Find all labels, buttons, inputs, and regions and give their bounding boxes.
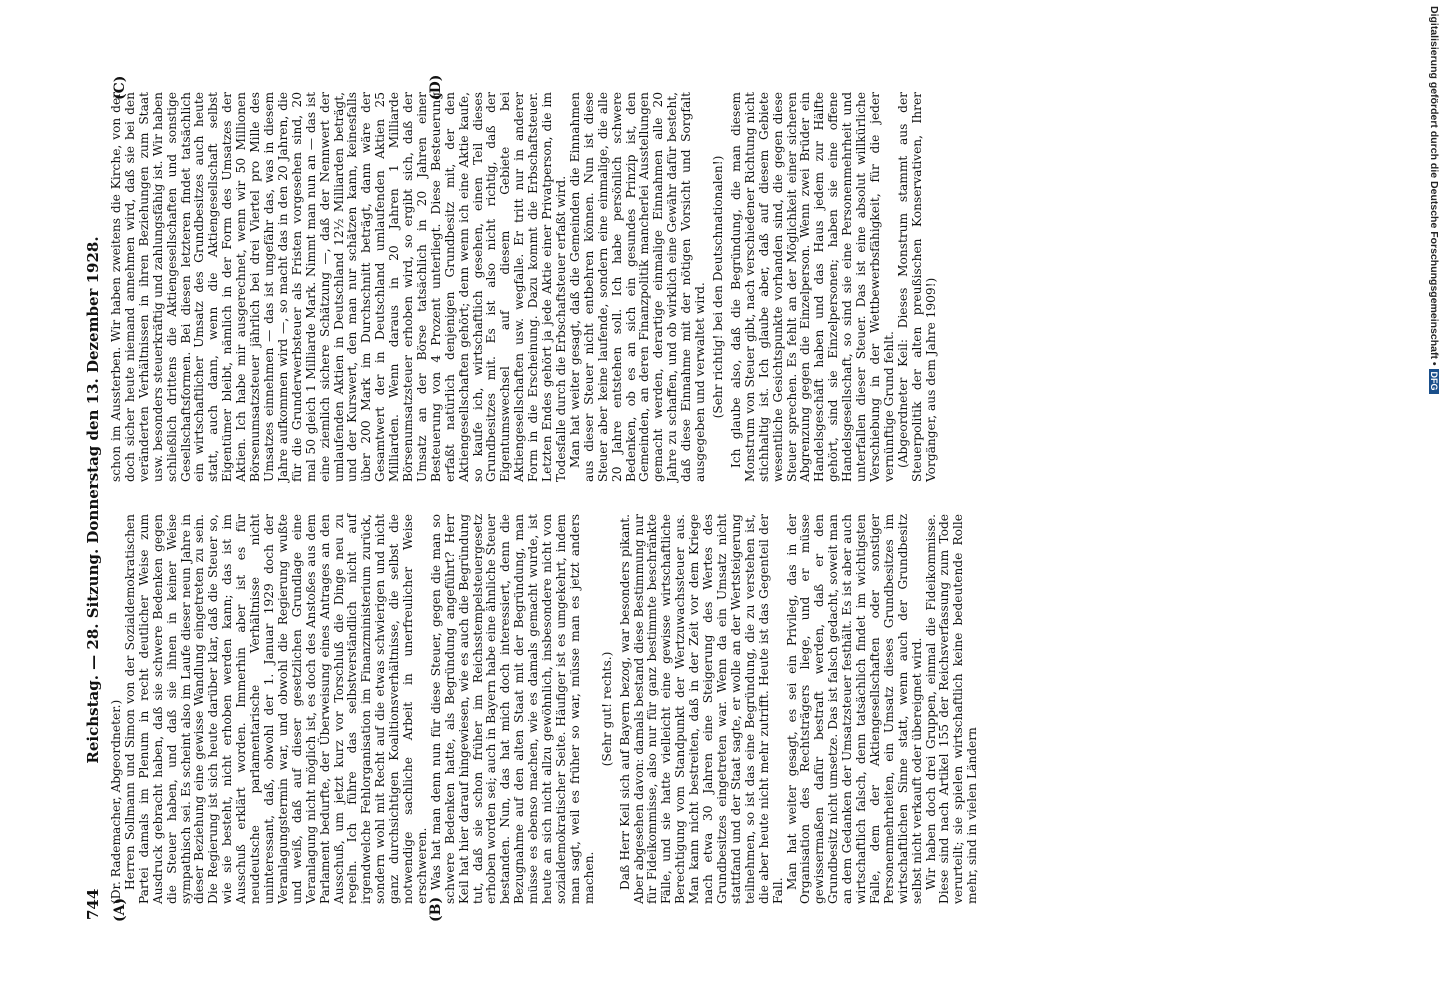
paragraph: Daß Herr Keil sich auf Bayern bezog, war besonders pikant. Aber abgesehen davon: damals bestand diese Bestimmung nur für Fideikommisse, also nur für ganz bestimmte beschränkte Fälle, und sie hatte vielleicht eine gewisse wirtschaftliche Berechtigung vom Standpunkt der Wertzuwachssteuer aus. Man kann nicht bestreiten, daß in der Zeit vor dem Kriege nach etwa 30 Jahren eine Steigerung des Wertes des Grundbesitzes eingetreten war. Wenn da ein Umsatz nicht stattfand und der Staat sagte, er wolle an der Wertsteigerung teilnehmen, so ist das eine Begründung, die zu verstehen ist, die aber heute nicht mehr zutrifft. Heute ist das Gegenteil der Fall. <box>617 514 785 904</box>
paragraph: schon im Aussterben. Wir haben zweitens die Kirche, von der doch sicher heute niemand annehmen wird, daß sie bei den veränderten Verhältnissen in ihren Beziehungen zum Staat usw. besonders steuerkräftig und zahlungsfähig ist. Wir haben schließlich drittens die Aktiengesellschaften und sonstige Gesellschaftsformen. Bei diesen letzteren findet tatsächlich ein wirtschaftlicher Umsatz des Grundbesitzes auch heute statt, auch dann, wenn die Aktiengesellschaft selbst Eigentümer bleibt, nämlich in der Form des Umsatzes der Aktien. Ich habe mir ausgerechnet, wenn wir 50 Millionen Börsenumsatzsteuer jährlich bei drei Viertel pro Mille des Umsatzes einnehmen — das ist ungefähr das, was in diesem Jahre aufkommen wird —, so macht das in den 20 Jahren, die für die Grunderwerbsteuer als Fristen vorgesehen sind, 20 mal 50 gleich 1 Milliarde Mark. Nimmt man nun an — das ist eine ziemlich sichere Schätzung —, daß der Nennwert der umlaufenden Aktien in Deutschland 12½ Milliarden beträgt, und der Kurswert, den man nur schätzen kann, keinesfalls über 200 Mark im Durchschnitt beträgt, dann wäre der Gesamtwert der in Deutschland umlaufenden Aktien 25 Milliarden. Wenn daraus in 20 Jahren 1 Milliarde Börsenumsatzsteuer erhoben wird, so ergibt sich, daß der Umsatz an der Börse tatsächlich in 20 Jahren einer Besteuerung von 4 Prozent unterliegt. Diese Besteuerung erfaßt natürlich denjenigen Grundbesitz mit, der den Aktiengesellschaften gehört; denn wenn ich eine Aktie kaufe, so kaufe ich, wirtschaftlich gesehen, einen Teil dieses Grundbesitzes mit. Es ist also nicht richtig, daß der Eigentumswechsel auf diesem Gebiete bei Aktiengesellschaften usw. wegfalle. Er tritt nur in anderer Form in die Erscheinung. Dazu kommt die Erbschaftsteuer. Letzten Endes gehört ja jede Aktie einer Privatperson, die im Todesfalle durch die Erbschaftsteuer erfaßt wird. <box>109 92 568 482</box>
paragraph: Wir haben doch drei Gruppen, einmal die Fideikommisse. Diese sind nach Artikel 155 der Reichsverfassung zum Tode verurteilt; sie spielen wirtschaftlich keine bedeutende Rolle mehr, sind in vielen Ländern <box>923 514 980 904</box>
rotated-page <box>80 74 980 922</box>
interjection: (Sehr richtig! bei den Deutschnationalen!) <box>710 155 725 419</box>
text-column-right <box>110 92 938 482</box>
paragraph: Was hat man denn nun für diese Steuer, gegen die man so schwere Bedenken hatte, als Begründung angeführt? Herr Keil hat hier darauf hingewiesen, wie es auch die Begründung tut, daß sie schon früher im Reichsstempelsteuergesetz erhoben worden sei; auch in Bayern habe eine ähnliche Steuer bestanden. Nun, das hat mich doch interessiert, denn die Bezugnahme auf den alten Staat mit der Begründung, man müsse es ebenso machen, wie es damals gemacht wurde, ist heute an sich nicht allzu gewöhnlich, insbesondere nicht von sozialdemokratischer Seite. Häufiger ist es umgekehrt, indem man sagt, weil es früher so war, müsse man es jetzt anders machen. <box>428 514 596 904</box>
page-number: 744 <box>84 888 102 920</box>
margin-mark-c: (C) <box>112 75 128 100</box>
interjection: (Abgeordneter Keil: Dieses Monstrum stammt aus der Steuerpolitik der alten preußischen Konservativen, Ihrer Vorgänger, aus dem Jahre 1909!) <box>895 92 938 482</box>
margin-mark-b: (B) <box>428 896 444 922</box>
digitization-credit <box>1426 0 1440 1006</box>
margin-mark-a: (A) <box>112 897 128 922</box>
text-column-left <box>110 514 980 904</box>
paragraph: Ich glaube also, daß die Begründung, die man diesem Monstrum von Steuer gibt, nach verschiedener Richtung nicht stichhaltig ist. Ich glaube aber, daß auf diesem Gebiete wesentliche Gesichtspunkte vorhanden sind, die gegen diese Steuer sprechen. Es fehlt an der Möglichkeit einer sicheren Abgrenzung gegen die Einzelperson. Wenn zwei Brüder ein Handelsgeschäft haben und das Haus jedem zur Hälfte gehört, sind sie Einzelpersonen; haben sie eine offene Handelsgesellschaft, so sind sie eine Personenmehrheit und unterfallen dieser Steuer. Das ist eine absolut willkürliche Verschiebung in der Wettbewerbsfähigkeit, für die jeder vernünftige Grund fehlt. <box>728 92 896 482</box>
page-header <box>80 80 106 920</box>
paragraph: Man hat weiter gesagt, daß die Gemeinden die Einnahmen aus dieser Steuer nicht entbehren können. Nun ist diese Steuer aber keine laufende, sondern eine einmalige, die alle 20 Jahre entstehen soll. Ich habe persönlich schwere Bedenken, ob es an sich ein gesundes Prinzip ist, den Gemeinden, an deren Finanzpolitik mancherlei Ausstellungen gemacht werden, derartige einmalige Einnahmen alle 20 Jahre zu schaffen, und ob wirklich eine Gewähr dafür besteht, daß diese Einnahme mit der nötigen Vorsicht und Sorgfalt ausgegeben und verwaltet wird. <box>567 92 708 482</box>
paragraph: Man hat weiter gesagt, es sei ein Privileg, das in der Organisation des Rechtsträgers liege, und er müsse gewissermaßen dafür bestraft werden, daß er den Grundbesitz nicht umsetze. Das ist falsch gedacht, soweit man an dem Gedanken der Umsatzsteuer festhält. Es ist aber auch wirtschaftlich falsch, denn tatsächlich findet im wichtigsten Falle, dem der Aktiengesellschaften oder sonstiger Personenmehrheiten, ein Umsatz dieses Grundbesitzes im wirtschaftlichen Sinne statt, wenn auch der Grundbesitz selbst nicht verkauft oder übereignet wird. <box>784 514 924 904</box>
paragraph: Herren Sollmann und Simon von der Sozialdemokratischen Partei damals im Plenum in recht deutlicher Weise zum Ausdruck gebracht haben, daß sie schwere Bedenken gegen die Steuer haben, und daß sie ihnen in keiner Weise sympathisch sei. Es scheint also im Laufe dieser neun Jahre in dieser Beziehung eine gewisse Wandlung eingetreten zu sein. Die Regierung ist sich heute darüber klar, daß die Steuer so, wie sie besteht, nicht erhoben werden kann; das ist im Ausschuß erklärt worden. Immerhin aber ist es für neudeutsche parlamentarische Verhältnisse nicht uninteressant, daß, obwohl der 1. Januar 1929 doch der Veranlagungstermin war, und obwohl die Regierung wußte und weiß, daß auf dieser gesetzlichen Grundlage eine Veranlagung nicht möglich ist, es doch des Anstoßes aus dem Parlament bedurfte, der Überweisung eines Antrages an den Ausschuß, um jetzt kurz vor Torschluß die Dinge neu zu regeln. Ich führe das selbstverständlich nicht auf irgendwelche Fehlorganisation im Finanzministerium zurück, sondern wohl mit Recht auf die etwas schwierigen und nicht ganz durchsichtigen Koalitionsverhältnisse, die selbst die notwendige sachliche Arbeit in unerfreulicher Weise erschweren. <box>122 514 429 904</box>
margin-mark-d: (D) <box>428 74 444 100</box>
page-title: Reichstag. — 28. Sitzung. Donnerstag den 13. Dezember 1928. <box>84 236 102 764</box>
interjection: (Sehr gut! rechts.) <box>599 651 614 767</box>
speaker-note: (Dr. Rademacher, Abgeordneter.) <box>109 699 123 904</box>
dfg-logo: DFG <box>1429 369 1439 394</box>
credit-text: Digitalisierung gefördert durch die Deutsche Forschungsgemeinschaft • <box>1428 6 1440 366</box>
